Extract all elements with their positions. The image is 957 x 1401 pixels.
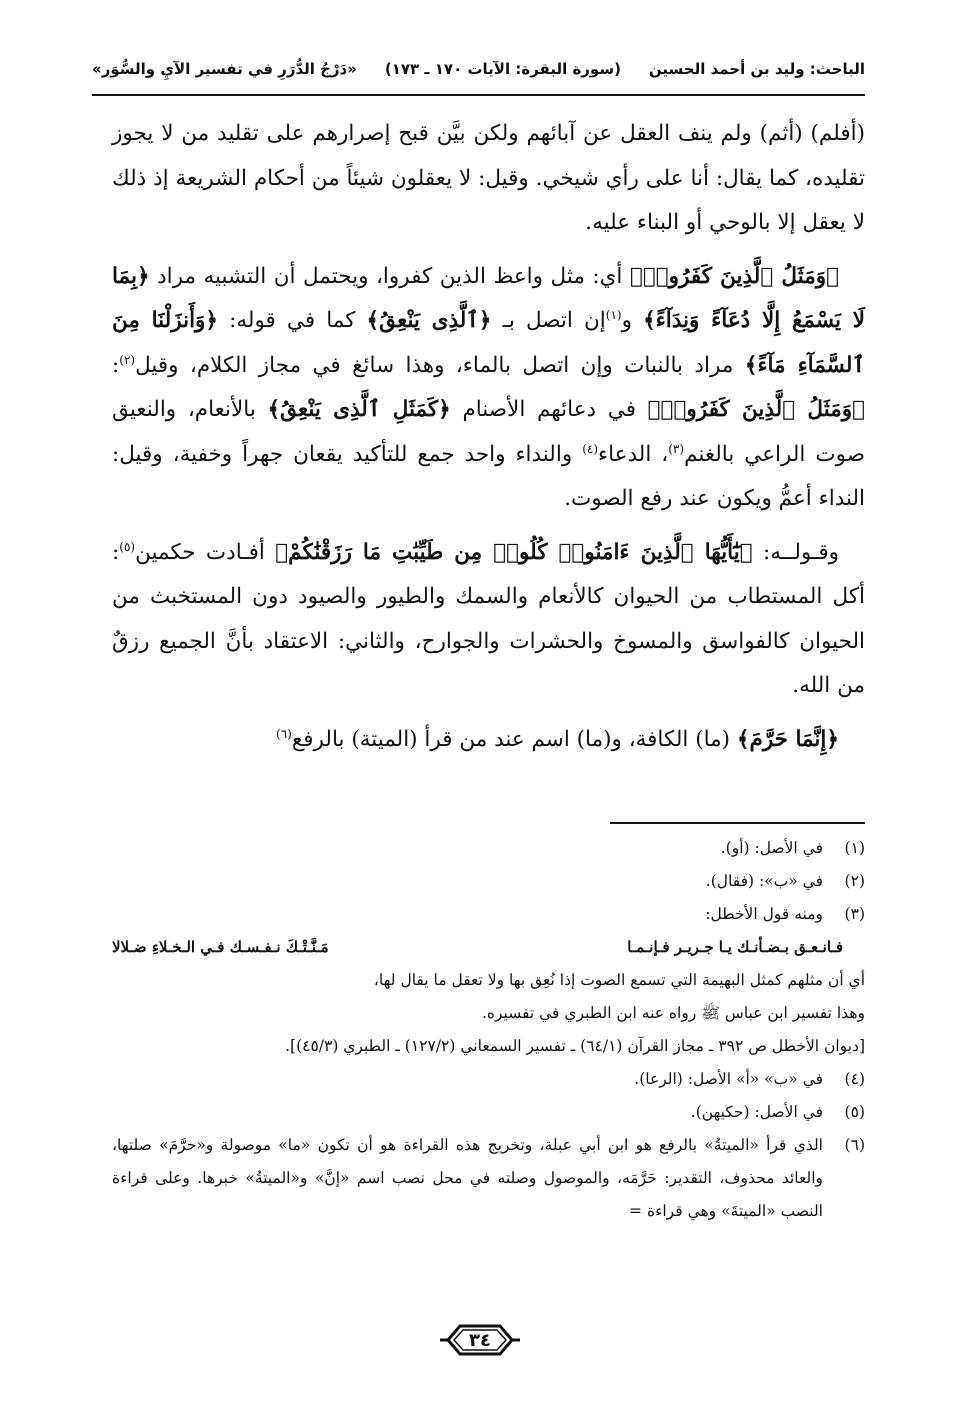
footnote-number: (٢) — [844, 872, 865, 890]
verse-second-hemistich: مَـنَّـتْـكَ نـفـسـك فـي الـخـلاءِ ضـلالا — [112, 938, 329, 956]
quran-quote: ﴿ٱلَّذِى يَنْعِقُ﴾ — [366, 308, 492, 333]
footnote-3-line: أي أن مثلهم كمثل البهيمة التي تسمع الصوت إذا نُعِق بها ولا تعقل ما يقال لها، — [373, 971, 865, 989]
footnote-number: (١) — [844, 839, 865, 857]
footnote-3-citation: [ديوان الأخطل ص ٣٩٢ ـ مجاز القرآن (٦٤/١) ـ تفسير السمعاني (١٢٧/٢) ـ الطبري (٤٥/٣)]. — [285, 1037, 865, 1055]
footnote-text: في «ب»: (فقال). — [705, 872, 823, 890]
paragraph-4: ﴿إِنَّمَا حَرَّمَ﴾ (ما) الكافة، و(ما) اسم عند من قرأ (الميتة) بالرفع$^{(٦)}$ — [276, 726, 839, 752]
footnote-ref-5[interactable]: (٥) — [119, 539, 136, 554]
running-header — [92, 52, 865, 86]
quran-quote: ﴿وَمَثَلُ ٱلَّذِينَ كَفَرُوا۟﴾ — [629, 263, 839, 289]
footnote-number: (٣) — [844, 905, 865, 923]
footnote-number: (٥) — [844, 1103, 865, 1121]
footnote-3 — [112, 898, 865, 931]
poetry-verse — [112, 931, 865, 964]
quran-quote: ﴿وَأَنزَلْنَا مِنَ ٱلسَّمَآءِ مَآءً﴾ — [112, 308, 865, 378]
quran-quote: ﴿إِنَّمَا حَرَّمَ﴾ — [736, 726, 839, 752]
footnote-number: (٤) — [844, 1070, 865, 1088]
footnote-text: في الأصل: (حكيهن). — [690, 1103, 823, 1121]
paragraph-1: (أفلم) (أثم) ولم ينف العقل عن آبائهم ولكن بيَّن قبح إصرارهم على تقليد من لا يجوز تقليده، كما يقال: أنا على رأي شيخي. وقيل: لا يعقلون شيئاً من أحكام الشريعة إذ ذلك لا يعقل إلا بالوحي أو البناء عليه. — [112, 121, 865, 235]
footnote-6 — [112, 1129, 865, 1228]
footnote-3-line: وهذا تفسير ابن عباس ﷺ رواه عنه ابن الطبري في تفسيره. — [481, 1004, 865, 1022]
footnotes — [112, 832, 865, 1228]
paragraph-2: ﴿وَمَثَلُ ٱلَّذِينَ كَفَرُوا۟﴾ أي: مثل واعظ الذين كفروا، ويحتمل أن التشبيه مراد ﴿بِمَا لَا يَسْمَعُ إِلَّا دُعَآءً وَنِدَآءً﴾ و$^{(١)}$إن اتصل بـ ﴿ٱلَّذِى يَنْعِقُ﴾ كما في قوله: ﴿وَأَنزَلْنَا مِنَ ٱلسَّمَآءِ مَآءً﴾ مراد بالنبات وإن اتصل بالماء، وهذا سائغ في مجاز الكلام، وقيل$^{(٢)}$: ﴿وَمَثَلُ ٱلَّذِينَ كَفَرُوا۟﴾ في دعائهم الأصنام ﴿كَمَثَلِ ٱلَّذِى يَنْعِقُ﴾ بالأنعام، والنعيق صوت الراعي بالغنم$^{(٣)}$، الدعاء$^{(٤)}$ والنداء واحد جمع للتأكيد يقعان جهراً وخفية، وقيل: النداء أعمُّ ويكون عند رفع الصوت. — [112, 263, 866, 511]
header-author: الباحث: وليد بن أحمد الحسين — [648, 60, 865, 78]
page-number: ٣٤ — [469, 1329, 491, 1351]
footnote-4 — [112, 1063, 865, 1096]
footnote-1 — [112, 832, 865, 865]
footnote-5 — [112, 1096, 865, 1129]
quran-quote: ﴿وَمَثَلُ ٱلَّذِينَ كَفَرُوا۟﴾ — [647, 397, 865, 422]
footnote-separator — [610, 822, 865, 824]
paragraph-3: وقـولــه: ﴿يَٰٓأَيُّهَا ٱلَّذِينَ ءَامَنُوا۟ كُلُوا۟ مِن طَيِّبَٰتِ مَا رَزَقْنَٰكُمْ﴾ أفـادت حكمين$^{(٥)}$: أكل المستطاب من الحيوان كالأنعام والسمك والطيور والصيود دون المستخبث من الحيوان كالفواسق والمسوخ والحشرات والجوارح، والثاني: الاعتقاد بأنَّ الجميع رزقٌ من الله. — [112, 539, 865, 698]
verse-first-hemistich: فـانـعـق بـضـأنـك يـا جـريـر فـإنـمـا — [627, 938, 843, 956]
footnote-text: ومنه قول الأخطل: — [705, 905, 823, 923]
header-book-title: «دَرْجُ الدُّرَرِ في تفسير الآيِ والسُّوَر» — [92, 60, 357, 78]
quran-quote: ﴿كَمَثَلِ ٱلَّذِى يَنْعِقُ﴾ — [267, 397, 451, 422]
footnote-2 — [112, 865, 865, 898]
quran-quote: ﴿بِمَا لَا يَسْمَعُ إِلَّا دُعَآءً وَنِدَآءً﴾ — [112, 263, 866, 333]
footnote-ref-6[interactable]: (٦) — [276, 726, 292, 741]
quran-quote: ﴿يَٰٓأَيُّهَا ٱلَّذِينَ ءَامَنُوا۟ كُلُوا۟ مِن طَيِّبَٰتِ مَا رَزَقْنَٰكُمْ﴾ — [275, 539, 753, 565]
footnote-text: الذي قرأ «الميتةُ» بالرفع هو ابن أبي عبلة، وتخريج هذه القراءة هو أن تكون «ما» موصولة و«حرَّمَ» صلتها، والعائد محذوف، التقدير: حَرَّمَه، والموصول وصلته في محل نصب اسم «إنَّ» و«الميتةُ» خبرها. وعلى قراءة النصب «الميتةَ» وهي قراءة = — [112, 1136, 823, 1220]
page-number-ornament — [440, 1320, 520, 1360]
footnote-ref-4[interactable]: (٤) — [582, 441, 599, 456]
footnote-text: في «ب» «أ» الأصل: (الرعا). — [634, 1070, 823, 1088]
footnote-text: في الأصل: (أو). — [720, 839, 823, 857]
main-text — [112, 112, 865, 762]
footnote-number: (٦) — [844, 1136, 865, 1154]
footnote-ref-1[interactable]: (١) — [605, 307, 622, 322]
footnote-ref-2[interactable]: (٢) — [119, 352, 136, 367]
header-rule — [92, 94, 865, 96]
header-surah: (سورة البقرة: الآيات ١٧٠ ـ ١٧٣) — [384, 60, 621, 78]
footnote-ref-3[interactable]: (٣) — [668, 441, 685, 456]
